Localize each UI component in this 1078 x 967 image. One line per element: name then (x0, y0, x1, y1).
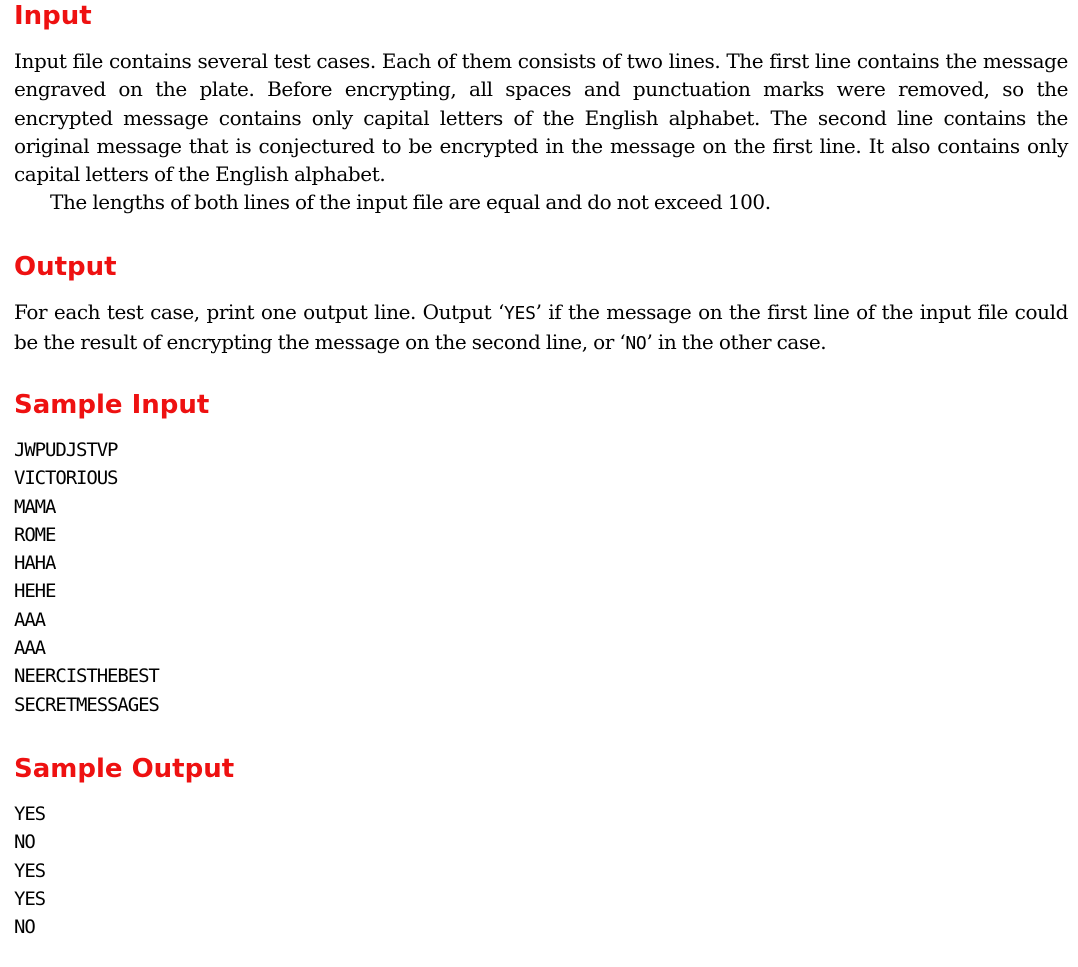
sample-input-line: JWPUDJSTVP (14, 439, 118, 461)
sample-input-block (14, 436, 159, 719)
sample-input-line: HAHA (14, 552, 56, 575)
sample-input-line: AAA (14, 637, 46, 660)
output-paragraph (14, 298, 1068, 359)
output-text-part-3: ’ in the other case. (646, 330, 827, 355)
input-heading: Input (14, 1, 92, 31)
sample-input-heading: Sample Input (14, 390, 210, 420)
sample-input-line: HEHE (14, 580, 56, 603)
sample-input-line: VICTORIOUS (14, 467, 118, 490)
sample-input-line: ROME (14, 523, 56, 546)
sample-output-line: YES (14, 887, 46, 910)
sample-output-line: YES (14, 859, 46, 882)
sample-output-heading: Sample Output (14, 754, 235, 784)
no-code: NO (625, 333, 647, 355)
sample-output-line: YES (14, 803, 46, 825)
output-text-part-2: ’ if the message on the first line of the input file could be the result of encrypting the message on the second line, or ‘ (14, 300, 1068, 355)
input-paragraph-2: The lengths of both lines of the input file are equal and do not exceed 100. (50, 190, 771, 215)
output-description (14, 298, 1068, 359)
sample-output-block (14, 800, 45, 941)
yes-code: YES (504, 303, 536, 324)
output-text-part-1: For each test case, print one output line. Output ‘ (14, 300, 504, 324)
output-heading: Output (14, 252, 117, 282)
input-description (14, 47, 1068, 217)
sample-input-line: AAA (14, 608, 46, 631)
input-paragraph-1: Input file contains several test cases. Each of them consists of two lines. The first line contains the message engraved on the plate. Before encrypting, all spaces and punctuation marks were removed, so the encrypted message contains only capital letters of the English alphabet. The second line contains the original message that is conjectured to be encrypted in the message on the first line. It also contains only capital letters of the English alphabet. (14, 49, 1068, 187)
sample-input-line: SECRETMESSAGES (14, 693, 159, 716)
sample-output-line: NO (14, 916, 35, 939)
sample-input-line: MAMA (14, 495, 56, 518)
sample-output-line: NO (14, 831, 35, 854)
sample-input-line: NEERCISTHEBEST (14, 665, 159, 688)
